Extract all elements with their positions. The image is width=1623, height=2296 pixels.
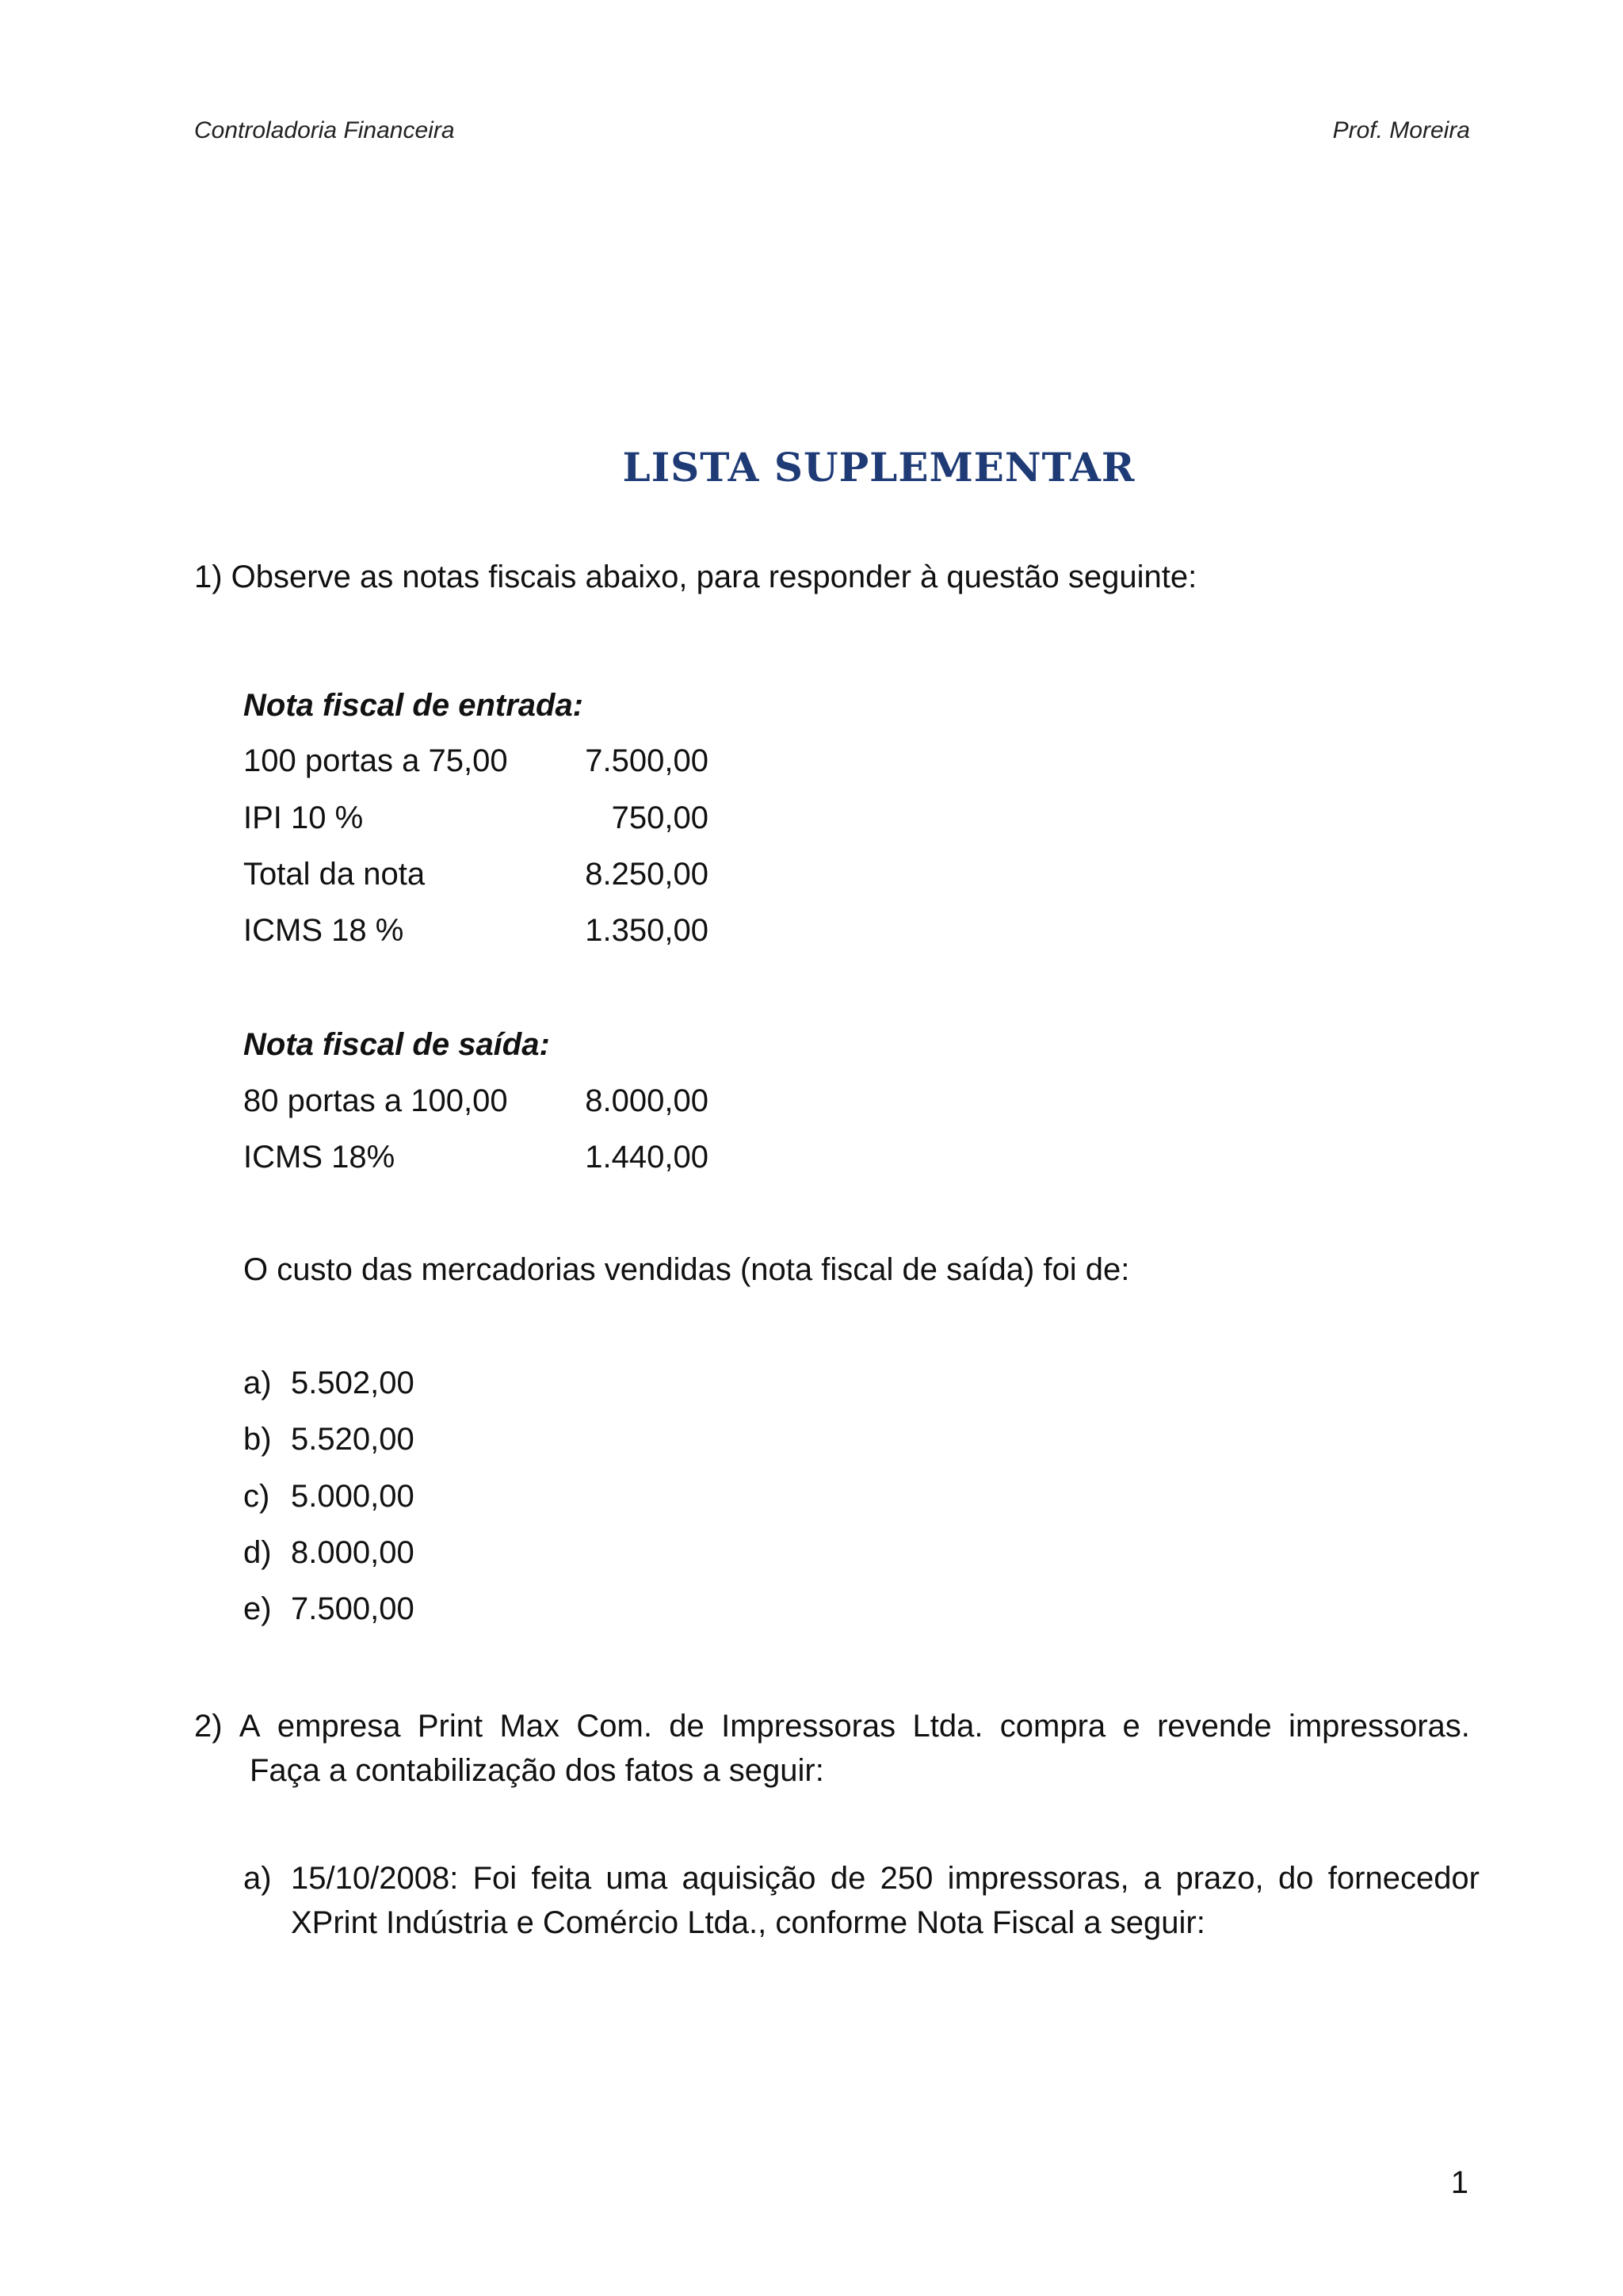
saida-row [243, 1083, 719, 1128]
entrada-row-label: ICMS 18 % [243, 913, 404, 948]
entrada-row [243, 913, 719, 957]
item-text: 15/10/2008: Foi feita uma aquisição de 250 impressoras, a prazo, do fornecedor XPrint Indústria e Comércio Ltda., conforme Nota Fiscal a seguir: [291, 1861, 1480, 1940]
entrada-row-value: 750,00 [611, 800, 708, 835]
option-value: 5.000,00 [291, 1479, 414, 1514]
question-1-intro: 1) Observe as notas fiscais abaixo, para responder à questão seguinte: [194, 560, 1197, 594]
question-2-word: 2) [194, 1709, 223, 1744]
entrada-row [243, 800, 719, 845]
question-2-word: revende [1157, 1709, 1272, 1744]
option-letter: e) [243, 1591, 272, 1626]
question-2-item-a [243, 1856, 1480, 1945]
header-professor-name: Prof. Moreira [1332, 117, 1470, 143]
question-2-word: Ltda. [912, 1709, 983, 1744]
saida-row-value: 1.440,00 [585, 1140, 708, 1175]
answer-option [243, 1535, 414, 1571]
question-2-word: impressoras. [1288, 1709, 1470, 1744]
question-2-word: Max [499, 1709, 560, 1744]
question-2-word: A [239, 1709, 261, 1744]
answer-option [243, 1591, 414, 1627]
option-letter: b) [243, 1422, 272, 1457]
document-title: LISTA SUPLEMENTAR [622, 444, 1136, 491]
entrada-row-value: 1.350,00 [585, 913, 708, 948]
page-number: 1 [1450, 2165, 1468, 2200]
question-2-first-line [194, 1704, 1470, 1748]
entrada-row [243, 857, 719, 901]
question-2-word: Impressoras [721, 1709, 896, 1744]
item-letter: a) [243, 1861, 272, 1896]
entrada-row-value: 7.500,00 [585, 743, 708, 778]
question-2-word: e [1122, 1709, 1140, 1744]
question-2-word: Print [417, 1709, 483, 1744]
entrada-row-label: IPI 10 % [243, 800, 364, 835]
saida-row-value: 8.000,00 [585, 1083, 708, 1118]
answer-option [243, 1479, 414, 1515]
saida-row-label: ICMS 18% [243, 1140, 395, 1175]
option-value: 8.000,00 [291, 1535, 414, 1570]
question-2-word: de [669, 1709, 705, 1744]
option-letter: a) [243, 1366, 272, 1400]
entrada-row-value: 8.250,00 [585, 857, 708, 892]
option-letter: c) [243, 1479, 270, 1514]
saida-heading: Nota fiscal de saída: [243, 1027, 550, 1062]
entrada-row-label: Total da nota [243, 857, 426, 892]
option-letter: d) [243, 1535, 272, 1570]
question-2-word: compra [999, 1709, 1106, 1744]
question-2-second-line: Faça a contabilização dos fatos a seguir: [250, 1753, 824, 1788]
answer-option [243, 1366, 414, 1401]
saida-row-label: 80 portas a 100,00 [243, 1083, 508, 1118]
entrada-row [243, 743, 719, 788]
entrada-row-label: 100 portas a 75,00 [243, 743, 508, 778]
question-2-word: empresa [277, 1709, 401, 1744]
option-value: 5.502,00 [291, 1366, 414, 1400]
saida-row [243, 1140, 719, 1184]
question-2-word: Com. [576, 1709, 652, 1744]
entrada-heading: Nota fiscal de entrada: [243, 688, 584, 723]
option-value: 5.520,00 [291, 1422, 414, 1457]
header-course-name: Controladoria Financeira [194, 117, 455, 143]
answer-option [243, 1422, 414, 1457]
option-value: 7.500,00 [291, 1591, 414, 1626]
question-2 [194, 1704, 1470, 1793]
question-1-prompt: O custo das mercadorias vendidas (nota fiscal de saída) foi de: [243, 1252, 1130, 1287]
